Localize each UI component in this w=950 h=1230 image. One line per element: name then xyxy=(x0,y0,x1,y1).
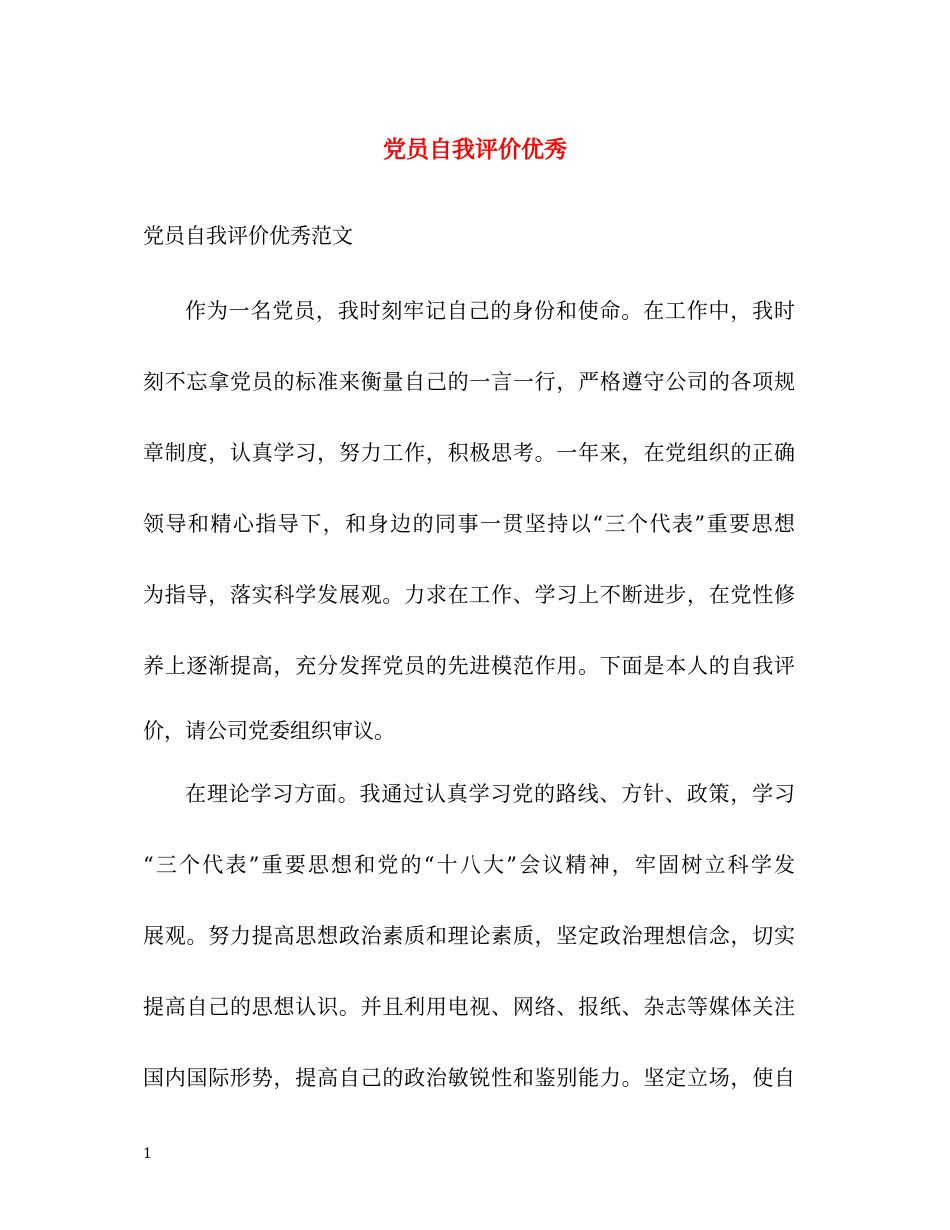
paragraph-line: 领导和精心指导下，和身边的同事一贯坚持以“三个代表”重要思想 xyxy=(143,512,795,536)
paragraph-line: 价，请公司党委组织审议。 xyxy=(143,719,395,743)
paragraph-line: 作为一名党员，我时刻牢记自己的身份和使命。在工作中，我时 xyxy=(185,299,795,323)
paragraph-line: 章制度，认真学习，努力工作，积极思考。一年来，在党组织的正确 xyxy=(143,441,795,465)
document-subtitle: 党员自我评价优秀范文 xyxy=(143,224,353,248)
paragraph-line: 刻不忘拿党员的标准来衡量自己的一言一行，严格遵守公司的各项规 xyxy=(143,370,795,394)
paragraph-line: 养上逐渐提高，充分发挥党员的先进模范作用。下面是本人的自我评 xyxy=(143,654,795,678)
paragraph-line: 展观。努力提高思想政治素质和理论素质，坚定政治理想信念，切实 xyxy=(143,924,795,948)
paragraph-line: 为指导，落实科学发展观。力求在工作、学习上不断进步，在党性修 xyxy=(143,583,795,607)
paragraph-line: 国内国际形势，提高自己的政治敏锐性和鉴别能力。坚定立场，使自 xyxy=(143,1066,795,1090)
paragraph-line: 提高自己的思想认识。并且利用电视、网络、报纸、杂志等媒体关注 xyxy=(143,995,795,1019)
page-number: 1 xyxy=(143,1146,152,1162)
document-title: 党员自我评价优秀 xyxy=(383,136,567,163)
paragraph-line: 在理论学习方面。我通过认真学习党的路线、方针、政策，学习 xyxy=(185,782,795,806)
paragraph-line: “三个代表”重要思想和党的“十八大”会议精神，牢固树立科学发 xyxy=(143,853,795,877)
